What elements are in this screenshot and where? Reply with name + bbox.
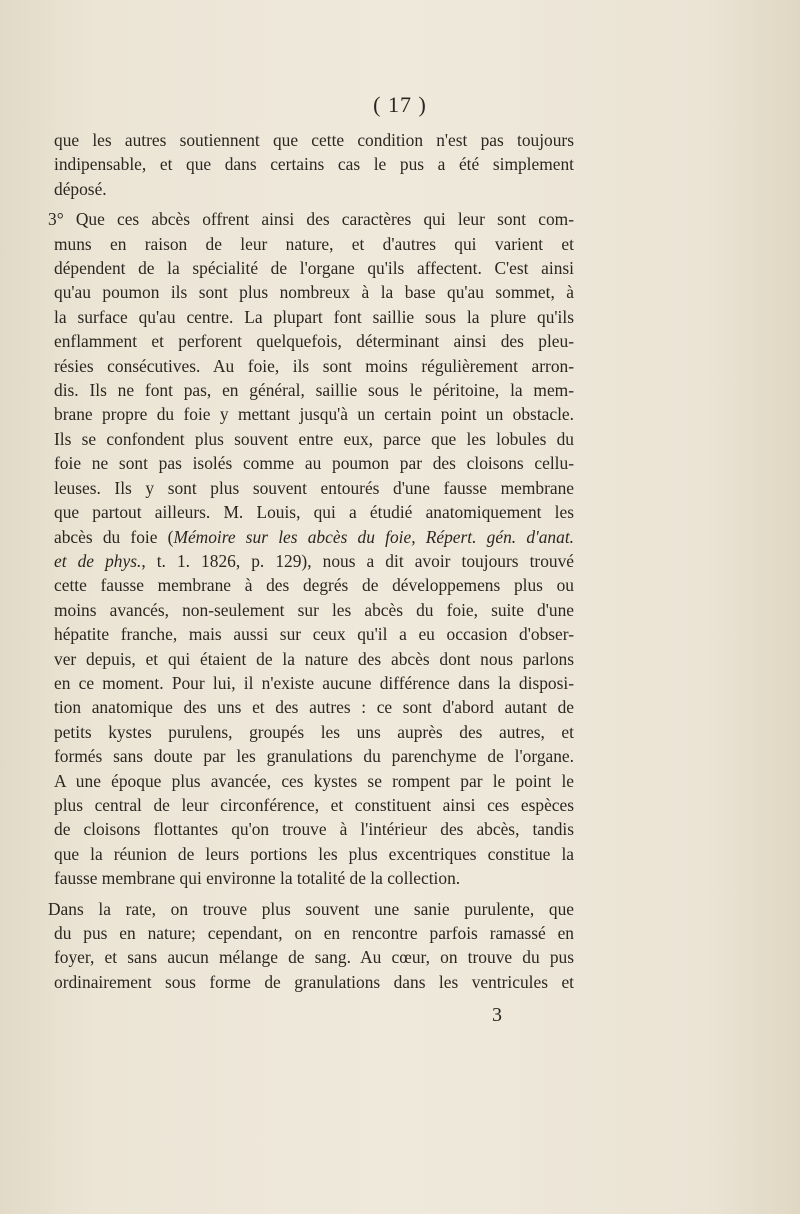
text-line: ver depuis, et qui étaient de la nature des abcès dont nous parlons <box>54 648 574 669</box>
text-line: de cloisons flottantes qu'on trouve à l'intérieur des abcès, tandis <box>54 819 574 840</box>
text-line: muns en raison de leur nature, et d'autres qui varient et <box>54 233 574 254</box>
text-line: leuses. Ils y sont plus souvent entourés d'une fausse membrane <box>54 477 574 498</box>
text-line: cette fausse membrane à des degrés de développemens plus ou <box>54 575 574 596</box>
text-line: dis. Ils ne font pas, en général, saillie sous le péritoine, la mem- <box>54 380 574 401</box>
text-line: qu'au poumon ils sont plus nombreux à la base qu'au sommet, à <box>54 282 574 303</box>
text-line: petits kystes purulens, groupés les uns auprès des autres, et <box>54 721 574 742</box>
text-line: Dans la rate, on trouve plus souvent une sanie purulente, que <box>48 898 574 919</box>
body-text <box>48 128 574 994</box>
text-line: dépendent de la spécialité de l'organe qu'ils affectent. C'est ainsi <box>54 258 574 279</box>
text-line: moins avancés, non-seulement sur les abcès du foie, suite d'une <box>54 599 574 620</box>
text-line: brane propre du foie y mettant jusqu'à un certain point un obstacle. <box>54 404 574 425</box>
text-line: enflamment et perforent quelquefois, déterminant ainsi des pleu- <box>54 331 574 352</box>
citation-lead: abcès du foie ( <box>54 526 174 547</box>
text-line: foie ne sont pas isolés comme au poumon par des cloisons cellu- <box>54 453 574 474</box>
citation-tail: , t. 1. 1826, p. 129), nous a dit avoir toujours trouvé <box>141 550 574 571</box>
text-line: formés sans doute par les granulations du parenchyme de l'organe. <box>54 746 574 767</box>
citation-title: Mémoire sur les abcès du foie, Répert. gén. d'anat. <box>173 526 574 547</box>
page-number-header: ( 17 ) <box>373 92 427 117</box>
citation-line <box>54 525 574 549</box>
text-line: Ils se confondent plus souvent entre eux, parce que les lobules du <box>54 428 574 449</box>
text-line: la surface qu'au centre. La plupart font saillie sous la plure qu'ils <box>54 306 574 327</box>
text-line: ordinairement sous forme de granulations dans les ventricules et <box>54 971 574 992</box>
text-line: indipensable, et que dans certains cas le pus a été simplement <box>54 154 574 175</box>
text-line: 3° Que ces abcès offrent ainsi des caractères qui leur sont com- <box>48 209 574 230</box>
citation-line <box>54 549 574 573</box>
text-line: déposé. <box>54 178 107 199</box>
text-line: tion anatomique des uns et des autres : ce sont d'abord autant de <box>54 697 574 718</box>
text-line: que la réunion de leurs portions les plus excentriques constitue la <box>54 843 574 864</box>
signature-mark: 3 <box>492 1004 502 1026</box>
text-line: A une époque plus avancée, ces kystes se rompent par le point le <box>54 770 574 791</box>
text-line: en ce moment. Pour lui, il n'existe aucune différence dans la disposi- <box>54 672 574 693</box>
paragraph-2 <box>48 207 574 890</box>
text-line: plus central de leur circonférence, et constituent ainsi ces espèces <box>54 794 574 815</box>
text-line: résies consécutives. Au foie, ils sont moins régulièrement arron- <box>54 355 574 376</box>
paragraph-1 <box>54 128 574 201</box>
citation-journal: et de phys. <box>54 550 142 571</box>
text-line: hépatite franche, mais aussi sur ceux qu'il a eu occasion d'obser- <box>54 624 574 645</box>
text-line: foyer, et sans aucun mélange de sang. Au cœur, on trouve du pus <box>54 947 574 968</box>
text-line: que les autres soutiennent que cette condition n'est pas toujours <box>54 130 574 150</box>
text-line: que partout ailleurs. M. Louis, qui a étudié anatomiquement les <box>54 502 574 523</box>
text-line: du pus en nature; cependant, on en rencontre parfois ramassé en <box>54 923 574 943</box>
text-line: fausse membrane qui environne la totalité de la collection. <box>54 868 461 889</box>
paragraph-3 <box>48 897 574 995</box>
